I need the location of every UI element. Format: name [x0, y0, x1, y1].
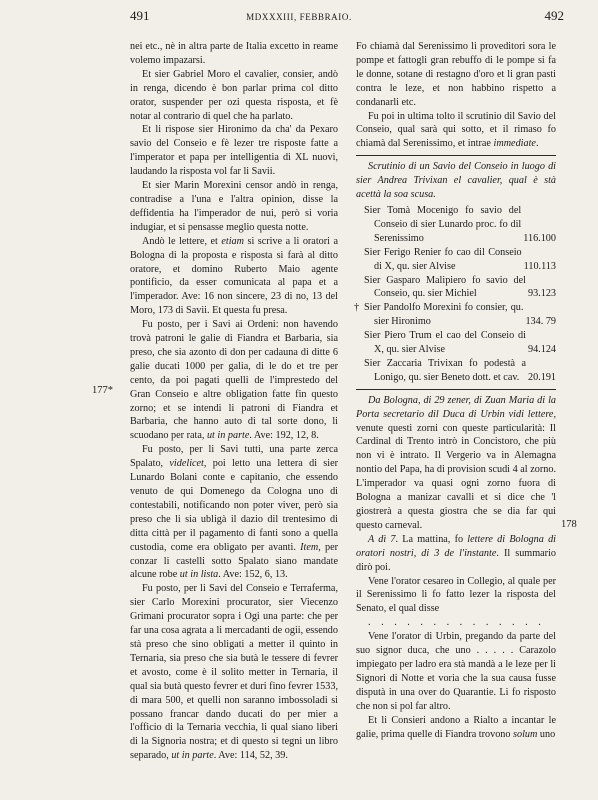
margin-note-right: 178	[561, 519, 577, 530]
paragraph: Fu posto, per li Savi del Conseio e Terraferma, sier Carlo Morexini procurator, sier Viecenzo Grimani procurator sopra i Ogi una parte: che per far una cosa agrata a li mercadanti de ogii, essendo stà preso che sino obligati a metter il quinto in Ternaria, sia preso che sia butà le tessere di fevrer et avosto, come è il solito metter in Ternaria, il qual sia butà questo fevrer et duri fino fevrer 1533, di mara 500, et quelli non saranno imbossoladi si possano francar dando ducati do per mier a l'officio di la Ternaria vecchia, li qual siano liberi di la Signoria nostra; et di questo si tegni un libro separado, ut in parte. Ave: 114, 52, 39.	[130, 583, 338, 762]
divider	[356, 155, 556, 156]
paragraph: A dì 7. La mattina, fo lettere di Bologna di oratori nostri, di 3 de l'instante. Il summario dirò poi.	[356, 533, 556, 573]
scrutinio-title: Scrutinio di un Savio del Conseio in luogo di sier Andrea Trivixan el cavalier, qual è stà acettà la soa scusa.	[356, 161, 556, 201]
ellipsis-line: . . . . . . . . . . . . . .	[368, 617, 545, 629]
paragraph: Fo chiamà dal Serenissimo li proveditori sora le pompe et fattogli gran rebuffo di le pompe si fa le donne, sotane di restagno d'oro et li gran pasti contra le leze, et non habbino rispetto a condanarli etc.	[356, 41, 556, 108]
paragraph: Vene l'orator cesareo in Collegio, al quale per il Serenissimo li fo fatto lezer la risposta del Senato, el qual disse	[356, 575, 556, 615]
paragraph: Andò le lettere, et etiam si scrive a li oratori a Bologna di la proposta e risposta si farà al ditto oratore, et domino Ruberto Maio agente pontificio, da esser comunicata al papa et a l'imperador. Ave: 16 non sincere, 23 di no, 13 del Moro, 173 di Savii. Et questa fu presa.	[130, 235, 338, 317]
list-item: Sier Piero Trum el cao del Conseio di X, qu. sier Alvise 94.124	[364, 330, 556, 356]
paragraph: Fu poi in ultima tolto il scrutinio dil Savio del Conseio, qual sarà qui sotto, et il rimaso fo chiamà dal Serenissimo, et intrae immediate.	[356, 110, 556, 150]
list-item: Sier Tomà Mocenigo fo savio del Conseio di sier Lunardo proc. fo dil Serenissimo 116.100	[364, 204, 556, 244]
margin-note-left: 177*	[92, 385, 113, 396]
right-page-number: 492	[544, 8, 564, 23]
paragraph: Da Bologna, di 29 zener, di Zuan Maria di la Porta secretario dil Duca di Urbin vidi lettere, venute questi zorni con queste particularità: Il Cardinal di Trento intrò in Concistoro, che più non vi è intrato. Il Vergerio va in Alemagna nontio del Papa, ha di provision scudi 4 al zorno. L'imperador va quasi ogni zorno fuora di Bologna a manizar cavalli et si dice che 'l giostrerà a questa giostra che se dia far qui questo carneval.	[356, 394, 556, 531]
list-item: † Sier Pandolfo Morexini fo consier, qu. sier Hironimo 134. 79	[356, 301, 556, 329]
paragraph: Et li rispose sier Hironimo da cha' da Pexaro savio del Conseio e fè lezer tre risposte fatte a l'imperator et papa per intelligentia di XL nuovi, laudando la risposta vol far li Savii.	[130, 124, 338, 178]
list-item: Sier Zaccaria Trivixan fo podestà a Lonigo, qu. sier Beneto dott. et cav. 20.191	[364, 357, 556, 383]
list-item: Sier Ferigo Renier fo cao dil Conseio di X, qu. sier Alvise 110.113	[364, 246, 556, 272]
running-title: MDXXXIII, FEBBRAIO.	[246, 12, 352, 22]
running-header	[0, 0, 598, 40]
scrutinio-list	[356, 204, 556, 385]
divider	[356, 389, 556, 390]
paragraph: Et li Consieri andono a Rialto a incantar le galie, prima quelle di Fiandra trovono solum uno	[356, 714, 556, 740]
paragraph: nei etc., nè in altra parte de Italia excetto in reame volemo impazarsi.	[130, 41, 338, 66]
paragraph: Et sier Gabriel Moro el cavalier, consier, andò in renga, dicendo è bon parlar prima col ditto orator, suspender per ozi questa risposta, et fè notar al contrario di quel che ha parlato.	[130, 68, 338, 122]
left-column	[130, 40, 338, 763]
paragraph: Vene l'orator di Urbin, pregando da parte del suo signor duca, che uno . . . . . Carazolo impiegato per ladro era stà mandà a le leze per li Signori di Notte et voria che la sua causa fusse disputà in una over do Quarantie. Li fo risposto che non si pol far altro.	[356, 631, 556, 712]
paragraph: Et sier Marin Morexini censor andò in renga, contradise a l'una e l'altra opinion, disse la deffidentia ha l'imperador de nui, però si voria indugiar, et si pensasse meglio questa notte.	[130, 180, 338, 233]
paragraph: Fu posto, per li Savi tutti, una parte zerca Spalato, videlicet, poi letto una lettera di sier Lunardo Bolani conte e capitanio, che essendo venuto de qui Domenego da Cologna uno di contestabili, notificando non poter viver, però sia preso che li sia ubligà il dazio dil trentesimo di ditta città per il pagamento di fanti sono a quella custodia, come era obligato per avanti. Item, per conzar li castelli sotto Spalato siano mandate alcune robe ut in lista. Ave: 152, 6, 13.	[130, 444, 339, 581]
left-page-number: 491	[130, 8, 150, 23]
list-item: Sier Gasparo Malipiero fo savio del Conseio, qu. sier Michiel 93.123	[364, 274, 556, 300]
right-column	[356, 40, 556, 741]
paragraph: Fu posto, per i Savi ai Ordeni: non havendo trovà patroni le galie di Fiandra et Barbaria, sia preso, che sia azonto di don per cadauna di ditte 6 galie ducati 1000 per galia, di le do et tre per cento, da poi pagati quelli de l'imprestedo del Gran Conseio e altre obligation fatte fin questo zorno; et se intendi li patroni di Fiandra et Barbaria, che hanno auto di tal sorte dono, li scuodano per rata, ut in parte. Ave: 192, 12, 8.	[130, 319, 338, 442]
